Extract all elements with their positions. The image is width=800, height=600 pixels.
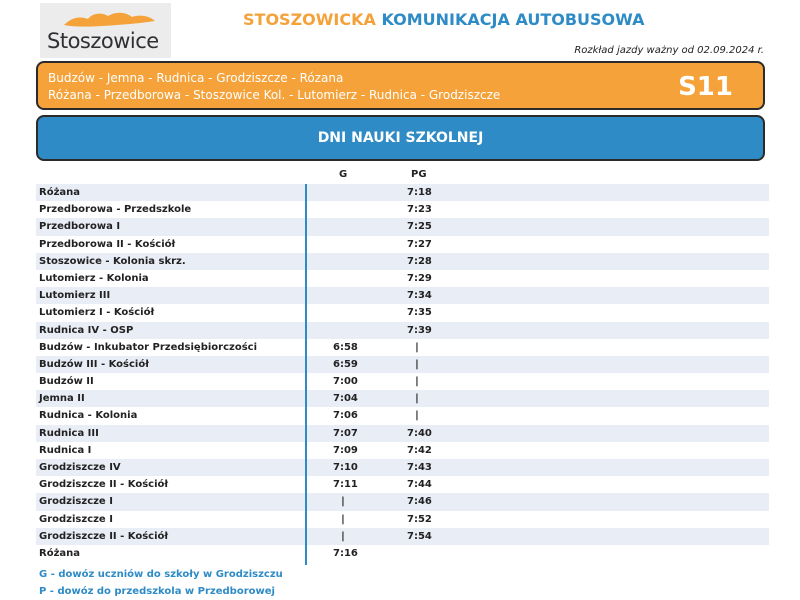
- stop-name: Rudnica I: [39, 444, 92, 456]
- timetable-row: [36, 201, 769, 218]
- time-g: 7:09: [333, 444, 358, 456]
- stop-name: Budzów III - Kościół: [39, 358, 149, 370]
- timetable-row: [36, 459, 769, 476]
- time-pg: 7:27: [407, 238, 432, 250]
- time-pg: |: [415, 376, 419, 388]
- logo-text: Stoszowice: [47, 29, 159, 53]
- time-pg: |: [415, 393, 419, 405]
- time-pg: 7:44: [407, 479, 432, 491]
- column-divider: [305, 184, 307, 565]
- stop-name: Jemna II: [39, 393, 85, 405]
- time-pg: 7:54: [407, 530, 432, 542]
- timetable-row: [36, 407, 769, 424]
- timetable-row: [36, 476, 769, 493]
- time-g: 7:07: [333, 427, 358, 439]
- time-g: 7:11: [333, 479, 358, 491]
- timetable-row: [36, 184, 769, 201]
- timetable-row: [36, 373, 769, 390]
- time-pg: 7:34: [407, 290, 432, 302]
- stop-name: Różana: [39, 187, 81, 198]
- stop-name: Lutomierz - Kolonia: [39, 272, 149, 284]
- day-type-label: DNI NAUKI SZKOLNEJ: [317, 130, 484, 146]
- time-g: 7:00: [333, 376, 358, 388]
- timetable-row: [36, 236, 769, 253]
- legend-note-g: G - dowóz uczniów do szkoły w Grodziszczu: [39, 569, 283, 580]
- timetable-row: [36, 287, 769, 304]
- time-pg: 7:39: [407, 324, 432, 336]
- stop-name: Przedborowa I: [39, 221, 121, 233]
- time-pg: 7:23: [407, 204, 432, 216]
- timetable-row: [36, 322, 769, 339]
- stop-name: Lutomierz I - Kościół: [39, 307, 155, 319]
- timetable-row: [36, 356, 769, 373]
- column-header-g: G: [339, 169, 348, 180]
- time-g: |: [341, 496, 345, 508]
- timetable-row: [36, 304, 769, 321]
- time-pg: 7:40: [407, 427, 432, 439]
- time-g: 6:59: [333, 358, 358, 370]
- stop-name: Grodziszcze I: [39, 513, 113, 525]
- time-pg: 7:25: [407, 221, 432, 233]
- time-pg: 7:18: [407, 187, 432, 198]
- route-line-2: Różana - Przedborowa - Stoszowice Kol. - Lutomierz - Rudnica - Grodziszcze: [48, 88, 501, 102]
- time-g: 7:06: [333, 410, 358, 422]
- time-pg: 7:28: [407, 255, 432, 267]
- timetable: [36, 184, 769, 562]
- time-pg: 7:43: [407, 462, 432, 473]
- stop-name: Grodziszcze II - Kościół: [39, 530, 169, 542]
- time-pg: 7:35: [407, 307, 432, 319]
- timetable-row: [36, 218, 769, 235]
- stop-name: Stoszowice - Kolonia skrz.: [39, 255, 186, 267]
- timetable-row: [36, 425, 769, 442]
- time-pg: |: [415, 410, 419, 422]
- time-pg: 7:29: [407, 272, 432, 284]
- timetable-row: [36, 442, 769, 459]
- time-pg: 7:46: [407, 496, 432, 508]
- timetable-row: [36, 511, 769, 528]
- stop-name: Budzów II: [39, 376, 94, 388]
- title-part-1: STOSZOWICKA: [243, 10, 376, 29]
- stop-name: Grodziszcze I: [39, 496, 113, 508]
- day-type-banner: [36, 115, 765, 161]
- title-part-2: KOMUNIKACJA AUTOBUSOWA: [381, 10, 645, 29]
- time-pg: |: [415, 358, 419, 370]
- time-g: |: [341, 513, 345, 525]
- stop-name: Przedborowa II - Kościół: [39, 238, 176, 250]
- time-pg: 7:42: [407, 444, 432, 456]
- stop-name: Rudnica - Kolonia: [39, 410, 138, 422]
- time-pg: |: [415, 341, 419, 353]
- time-g: |: [341, 530, 345, 542]
- timetable-row: [36, 390, 769, 407]
- timetable-row: [36, 545, 769, 562]
- stop-name: Różana: [39, 547, 81, 559]
- time-g: 7:16: [333, 547, 358, 559]
- logo: [40, 3, 171, 58]
- stop-name: Budzów - Inkubator Przedsiębiorczości: [39, 341, 258, 353]
- validity-date: Rozkład jazdy ważny od 02.09.2024 r.: [574, 45, 764, 56]
- timetable-row: [36, 270, 769, 287]
- stop-name: Przedborowa - Przedszkole: [39, 204, 192, 216]
- route-banner: [36, 61, 765, 110]
- time-g: 6:58: [333, 341, 358, 353]
- stop-name: Rudnica IV - OSP: [39, 324, 134, 336]
- time-g: 7:10: [333, 462, 358, 473]
- route-number: S11: [678, 72, 733, 102]
- timetable-row: [36, 493, 769, 510]
- stop-name: Grodziszcze IV: [39, 462, 121, 473]
- time-g: 7:04: [333, 393, 358, 405]
- stop-name: Rudnica III: [39, 427, 99, 439]
- page-title: [243, 10, 644, 29]
- stop-name: Grodziszcze II - Kościół: [39, 479, 169, 491]
- timetable-row: [36, 253, 769, 270]
- time-pg: 7:52: [407, 513, 432, 525]
- timetable-row: [36, 528, 769, 545]
- stop-name: Lutomierz III: [39, 290, 111, 302]
- route-line-1: Budzów - Jemna - Rudnica - Grodziszcze - Rózana: [48, 71, 344, 85]
- legend-note-p: P - dowóz do przedszkola w Przedborowej: [39, 586, 275, 597]
- column-header-pg: PG: [411, 169, 427, 180]
- timetable-row: [36, 339, 769, 356]
